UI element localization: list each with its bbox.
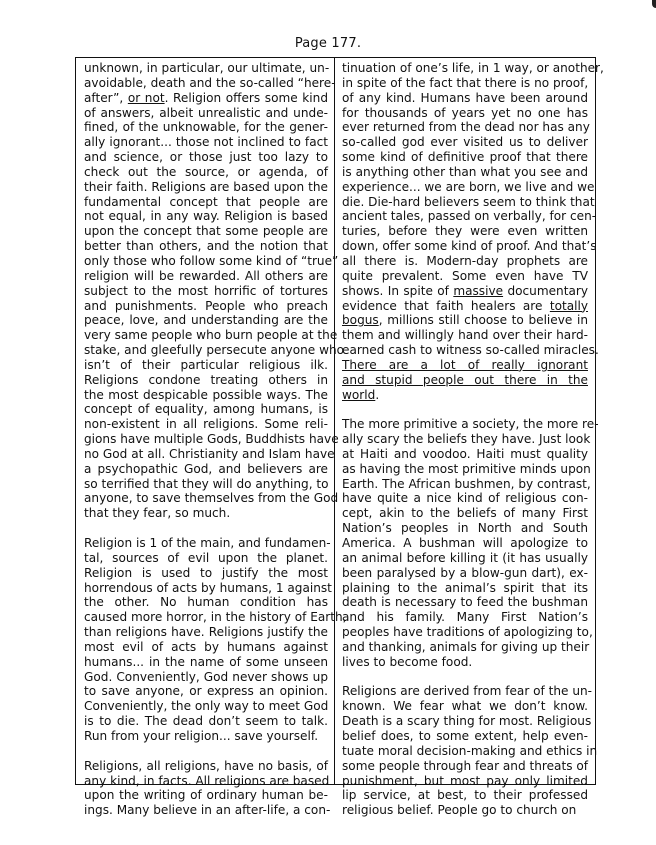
text-line: check out the source, or agenda, of: [84, 164, 328, 179]
text-line: non-existent in all religions. Some reli-: [84, 417, 328, 432]
text-line: God. Conveniently, God never shows up: [84, 669, 328, 684]
text-line: some kind of definitive proof that there: [342, 150, 588, 165]
text-line: tal, sources of evil upon the planet.: [84, 550, 328, 565]
text-line: Earth. The African bushmen, by contrast,: [342, 476, 591, 491]
text-line: world.: [342, 387, 380, 402]
text-line: at Haiti and voodoo. Haiti must quality: [342, 446, 588, 461]
text-line: upon the writing of ordinary human be-: [84, 788, 328, 803]
text-line: not equal, in any way. Religion is based: [84, 209, 328, 224]
text-line: is to die. The dead don’t seem to talk.: [84, 714, 328, 729]
text-line: a psychopathic God, and believers are: [84, 461, 328, 476]
text-line: Death is a scary thing for most. Religious: [342, 714, 592, 729]
text-line: after”, or not. Religion offers some kind: [84, 90, 329, 105]
text-line: horrendous of acts by humans, 1 against: [84, 580, 332, 595]
text-line: earned cash to witness so-called miracles.: [342, 343, 599, 358]
text-line: the other. No human condition has: [84, 595, 328, 610]
text-line: The more primitive a society, the more re-: [342, 417, 599, 432]
text-line: ancient tales, passed on verbally, for cen-: [342, 209, 597, 224]
text-line: experience... we are born, we live and we: [342, 179, 595, 194]
right-column: [335, 58, 604, 818]
text-line: is anything other than what you see and: [342, 164, 588, 179]
text-line: death is necessary to feed the bushman: [342, 595, 588, 610]
text-line: better than others, and the notion that: [84, 239, 328, 254]
text-line: very same people who burn people at the: [84, 328, 338, 343]
text-line: lip service, at best, to their professed: [342, 788, 588, 803]
text-line: isn’t of their particular religious ilk.: [84, 357, 328, 372]
text-line: some people through fear and threats of: [342, 758, 588, 773]
text-line: humans... in the name of some unseen: [84, 654, 328, 669]
text-line: caused more horror, in the history of Earth,: [84, 610, 347, 625]
text-line: punishment, but most pay only limited: [342, 773, 588, 788]
text-line: in spite of the fact that there is no proof,: [342, 75, 589, 90]
text-line: tuate moral decision-making and ethics in: [342, 743, 598, 758]
text-line: most evil of acts by humans against: [84, 639, 328, 654]
text-line: ally scary the beliefs they have. Just look: [342, 432, 591, 447]
text-line: than religions have. Religions justify the: [84, 625, 328, 640]
text-line: quite prevalent. Some even have TV: [342, 268, 588, 283]
text-line: Religions are derived from fear of the un-: [342, 684, 593, 699]
text-line: die. Die-hard believers seem to think that: [342, 194, 595, 209]
text-line: anyone, to save themselves from the God: [84, 491, 339, 506]
text-line: to save anyone, or express an opinion.: [84, 684, 328, 699]
paragraph-gap: [84, 521, 328, 536]
left-column: [76, 58, 347, 818]
text-line: turies, before they were even written: [342, 224, 588, 239]
text-line: of answers, albeit unrealistic and unde-: [84, 105, 328, 120]
text-line: their faith. Religions are based upon the: [84, 179, 328, 194]
text-line: There are a lot of really ignorant: [342, 357, 588, 372]
text-line: as having the most primitive minds upon: [342, 461, 591, 476]
text-line: down, offer some kind of proof. And that’s: [342, 239, 597, 254]
text-line: subject to the most horrific of tortures: [84, 283, 328, 298]
text-line: lives to become food.: [342, 654, 473, 669]
text-line: them and willingly hand over their hard-: [342, 328, 588, 343]
text-line: and stupid people out there in the: [342, 372, 588, 387]
text-line: evidence that faith healers are totally: [342, 298, 588, 313]
text-line: Religions condone treating others in: [84, 372, 328, 387]
text-line: Religions, all religions, have no basis, of: [84, 758, 328, 773]
text-line: concept of equality, among humans, is: [84, 402, 328, 417]
text-line: only those who follow some kind of “true”: [84, 253, 339, 268]
text-line: and science, or those just too lazy to: [84, 150, 328, 165]
text-line: ever returned from the dead nor has any: [342, 120, 590, 135]
text-line: upon the concept that some people are: [84, 224, 328, 239]
text-line: been paralysed by a blow-gun dart), ex-: [342, 565, 588, 580]
text-line: plaining to the animal’s spirit that its: [342, 580, 588, 595]
text-line: religion will be rewarded. All others are: [84, 268, 328, 283]
text-line: bogus, millions still choose to believe in: [342, 313, 588, 328]
paragraph-gap: [84, 744, 328, 759]
text-line: peoples have traditions of apologizing to,: [342, 625, 593, 640]
text-line: any kind, in facts. All religions are based: [84, 773, 330, 788]
scan-corner-mark: [652, 0, 656, 8]
text-line: peace, love, and understanding are the: [84, 313, 328, 328]
text-line: for thousands of years yet no one has: [342, 105, 588, 120]
paragraph-gap: [342, 670, 588, 685]
text-line: that they fear, so much.: [84, 506, 231, 521]
text-line: fundamental concept that people are: [84, 194, 328, 209]
text-line: tinuation of one’s life, in 1 way, or another,: [342, 61, 604, 75]
text-line: no God at all. Christianity and Islam have: [84, 446, 335, 461]
text-line: unknown, in particular, our ultimate, un-: [84, 61, 330, 75]
text-line: and his family. Many First Nation’s: [342, 610, 588, 625]
text-line: avoidable, death and the so-called “here-: [84, 75, 336, 90]
text-line: known. We fear what we don’t know.: [342, 699, 588, 714]
text-line: all there is. Modern-day prophets are: [342, 253, 588, 268]
text-line: gions have multiple Gods, Buddhists have: [84, 432, 339, 447]
text-line: stake, and gleefully persecute anyone who: [84, 343, 345, 358]
text-line: and thanking, animals for giving up their: [342, 639, 590, 654]
text-line: Religion is 1 of the main, and fundamen-: [84, 536, 331, 550]
text-line: of any kind. Humans have been around: [342, 90, 588, 105]
text-line: cept, akin to the beliefs of many First: [342, 506, 588, 521]
text-line: Conveniently, the only way to meet God: [84, 699, 329, 714]
text-line: Nation’s peoples in North and South: [342, 521, 588, 536]
text-line: the most despicable possible ways. The: [84, 387, 328, 402]
two-column-text-table: [75, 57, 604, 818]
text-line: so terrified that they will do anything, to: [84, 476, 329, 491]
text-line: have quite a nice kind of religious con-: [342, 491, 588, 506]
text-line: ally ignorant... those not inclined to fact: [84, 135, 328, 150]
text-line: Run from your religion... save yourself.: [84, 728, 319, 743]
text-line: religious belief. People go to church on: [342, 803, 577, 818]
text-line: ings. Many believe in an after-life, a con-: [84, 803, 331, 818]
text-line: Religion is used to justify the most: [84, 565, 328, 580]
text-line: fined, of the unknowable, for the gener-: [84, 120, 328, 135]
page-number-header: Page 177.: [294, 36, 362, 51]
paragraph-gap: [342, 402, 588, 417]
text-line: so-called god ever visited us to deliver: [342, 135, 588, 150]
text-line: shows. In spite of massive documentary: [342, 283, 589, 298]
text-line: and punishments. People who preach: [84, 298, 328, 313]
text-line: an animal before killing it (it has usually: [342, 550, 588, 565]
text-line: America. A bushman will apologize to: [342, 536, 588, 550]
text-line: belief does, to some extent, help even-: [342, 728, 588, 743]
